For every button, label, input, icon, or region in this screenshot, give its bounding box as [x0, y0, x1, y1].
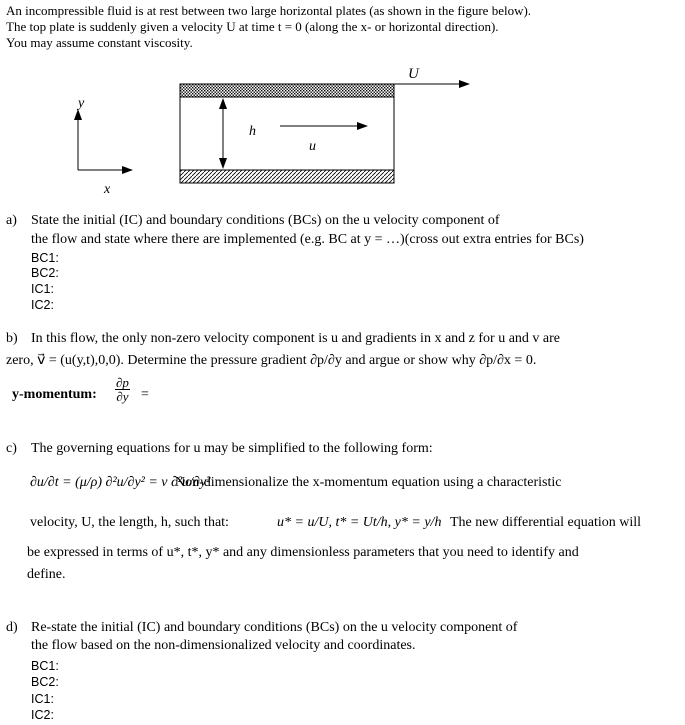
governing-equation: ∂u/∂t = (μ/ρ) ∂²u/∂y² = ν ∂²u/∂y² — [30, 475, 211, 490]
part-d-line-2: the flow based on the non-dimensionalized velocity and coordinates. — [31, 638, 416, 653]
part-a-letter: a) — [6, 213, 17, 228]
part-d-ic2-label: IC2: — [31, 708, 54, 722]
dimensionless-scales: u* = u/U, t* = Ut/h, y* = y/h — [277, 515, 442, 530]
y-momentum-equals: = — [141, 387, 149, 402]
intro-line-2: The top plate is suddenly given a velocity U at time t = 0 (along the x- or horizontal direction). — [6, 19, 499, 34]
part-b-line-2: zero, v⃗ = (u(y,t),0,0). Determine the pressure gradient ∂p/∂y and argue or show why ∂p/∂x = 0. — [6, 353, 537, 368]
y-momentum-label: y-momentum: — [12, 387, 97, 402]
part-a-bc1-label: BC1: — [31, 251, 59, 265]
part-d-bc1-label: BC1: — [31, 659, 59, 673]
part-b-line-1 — [31, 331, 677, 347]
part-b-letter: b) — [6, 331, 18, 346]
y-momentum-gradient — [114, 376, 131, 403]
part-d-bc2-label: BC2: — [31, 675, 59, 689]
part-c-line-3-head: velocity, U, the length, h, such that: — [30, 515, 229, 530]
axis-label-y: y — [78, 96, 85, 111]
bottom-plate — [180, 170, 394, 183]
part-c-line-1: The governing equations for u may be simplified to the following form: — [31, 441, 433, 456]
figure-label-u: u — [309, 139, 316, 154]
part-a-bc2-label: BC2: — [31, 266, 59, 280]
part-a-line-2: the flow and state where there are implemented (e.g. BC at y = …)(cross out extra entries for BCs) — [31, 232, 584, 247]
figure-label-U: U — [408, 66, 419, 82]
part-d-line-1: Re-state the initial (IC) and boundary conditions (BCs) on the u velocity component of — [31, 620, 518, 635]
part-a-ic2-label: IC2: — [31, 298, 54, 312]
intro-line-1: An incompressible fluid is at rest between two large horizontal plates (as shown in the figure below). — [6, 3, 532, 18]
plates-figure — [0, 0, 685, 200]
part-d-letter: d) — [6, 620, 18, 635]
top-plate — [180, 84, 394, 97]
figure-label-h: h — [249, 124, 256, 139]
part-c-line-5: define. — [27, 567, 66, 582]
part-b-line-1-text: In this flow, the only non-zero velocity component is u and gradients in x and z for u and v are — [31, 331, 561, 346]
part-d-ic1-label: IC1: — [31, 692, 54, 706]
y-momentum-denominator: ∂y — [116, 389, 129, 404]
part-c-line-4: be expressed in terms of u*, t*, y* and any dimensionless parameters that you need to identify and — [27, 545, 579, 560]
u-arrow-head — [357, 122, 368, 130]
part-a-line-1: State the initial (IC) and boundary conditions (BCs) on the u velocity component of — [31, 213, 500, 228]
intro-line-3: You may assume constant viscosity. — [6, 35, 193, 50]
velocity-arrow-head — [459, 80, 470, 88]
part-c-line-3-tail: The new differential equation will — [450, 515, 642, 530]
part-a-ic1-label: IC1: — [31, 282, 54, 296]
y-momentum-numerator: ∂p — [116, 375, 129, 390]
part-c-letter: c) — [6, 441, 17, 456]
axis-label-x: x — [104, 182, 111, 197]
part-c-line-2-tail: Non-dimensionalize the x-momentum equation using a characteristic — [175, 475, 562, 490]
